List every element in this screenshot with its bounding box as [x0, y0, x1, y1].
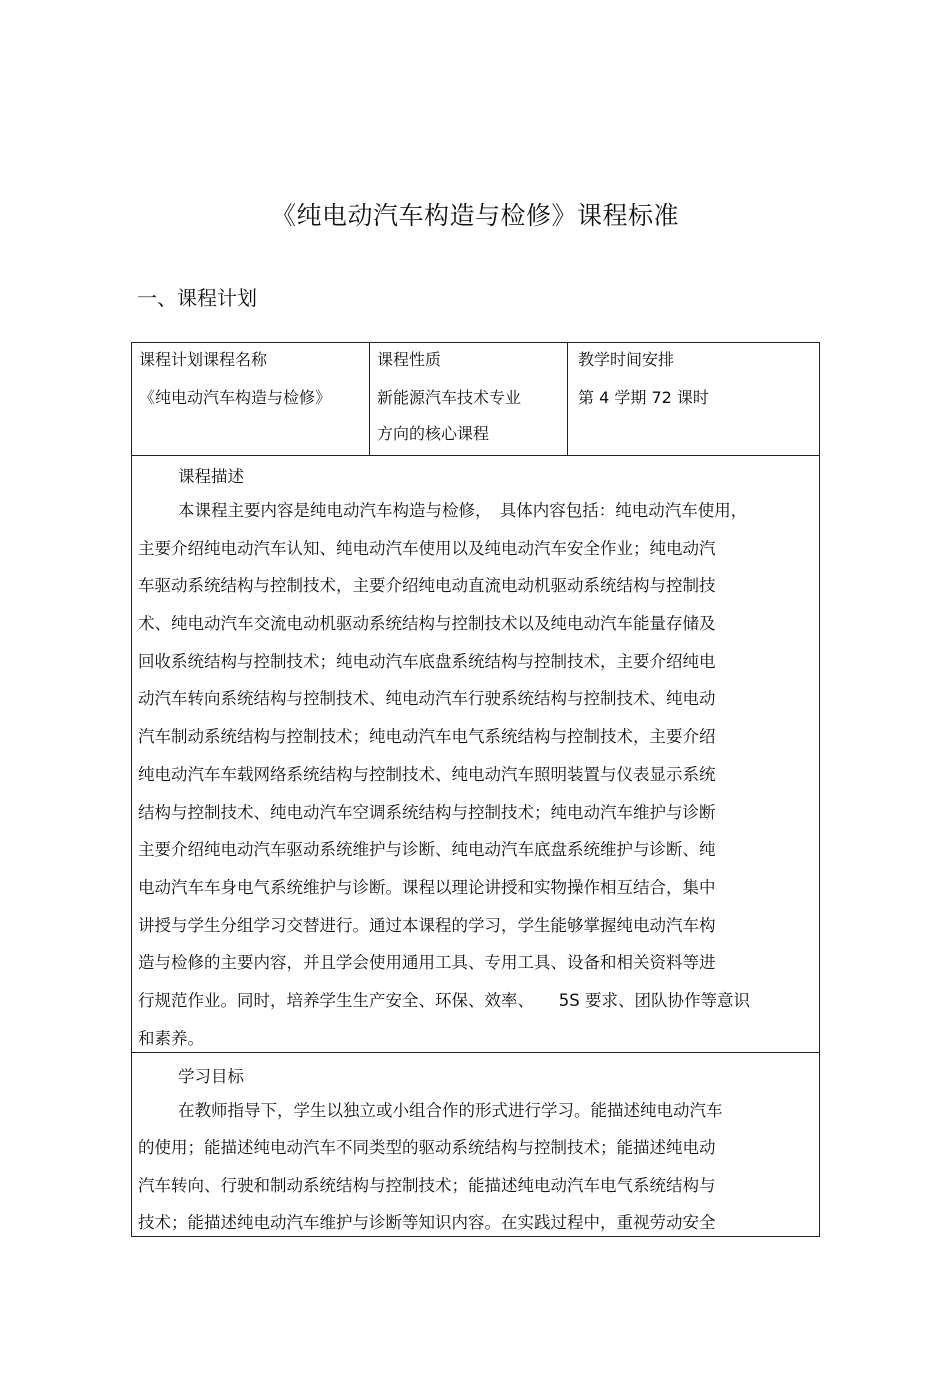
- table-col-divider: [567, 342, 568, 456]
- paragraph-line: 在教师指导下，学生以独立或小组合作的形式进行学习。能描述纯电动汽车: [178, 1101, 723, 1120]
- section-heading: 一、课程计划: [137, 286, 257, 310]
- course-name-header: 课程计划课程名称: [139, 350, 268, 369]
- paragraph-line: 汽车制动系统结构与控制技术；纯电动汽车电气系统结构与控制技术，主要介绍: [138, 727, 716, 747]
- paragraph-line: 电动汽车车身电气系统维护与诊断。课程以理论讲授和实物操作相互结合，集中: [138, 877, 716, 897]
- description-heading: 课程描述: [178, 467, 244, 486]
- paragraph-line: 汽车转向、行驶和制动系统结构与控制技术；能描述纯电动汽车电气系统结构与: [138, 1175, 716, 1195]
- paragraph-line: 纯电动汽车车载网络系统结构与控制技术、纯电动汽车照明装置与仪表显示系统: [138, 764, 716, 784]
- course-nature-value-line: 方向的核心课程: [377, 424, 490, 443]
- paragraph-line: 主要介绍纯电动汽车认知、纯电动汽车使用以及纯电动汽车安全作业；纯电动汽: [138, 538, 716, 558]
- paragraph-line: 主要介绍纯电动汽车驱动系统维护与诊断、纯电动汽车底盘系统维护与诊断、纯: [138, 840, 716, 860]
- paragraph-line: 和素养。: [138, 1028, 204, 1048]
- paragraph-line: 造与检修的主要内容，并且学会使用通用工具、专用工具、设备和相关资料等进: [138, 953, 716, 973]
- table-row-divider: [131, 455, 820, 456]
- table-col-divider: [369, 342, 370, 456]
- paragraph-line: 术、纯电动汽车交流电动机驱动系统结构与控制技术以及纯电动汽车能量存储及: [138, 614, 716, 634]
- course-name-value: 《纯电动汽车构造与检修》: [139, 388, 332, 407]
- objectives-body: [138, 1092, 808, 1241]
- paragraph-line: 的使用；能描述纯电动汽车不同类型的驱动系统结构与控制技术；能描述纯电动: [138, 1138, 716, 1158]
- course-nature-value-line: 新能源汽车技术专业: [377, 388, 522, 407]
- course-nature-header: 课程性质: [377, 350, 442, 369]
- paragraph-line: 动汽车转向系统结构与控制技术、纯电动汽车行驶系统结构与控制技术、纯电动: [138, 689, 716, 709]
- document-title: 《纯电动汽车构造与检修》课程标准: [270, 201, 679, 230]
- schedule-header: 教学时间安排: [578, 350, 675, 369]
- paragraph-line: 技术；能描述纯电动汽车维护与诊断等知识内容。在实践过程中，重视劳动安全: [138, 1212, 716, 1232]
- paragraph-line: 本课程主要内容是纯电动汽车构造与检修， 具体内容包括：纯电动汽车使用，: [178, 501, 748, 520]
- objectives-heading: 学习目标: [178, 1067, 244, 1086]
- description-body: [138, 492, 808, 1057]
- paragraph-line: 回收系统结构与控制技术；纯电动汽车底盘系统结构与控制技术，主要介绍纯电: [138, 651, 716, 671]
- paragraph-line: 结构与控制技术、纯电动汽车空调系统结构与控制技术；纯电动汽车维护与诊断: [138, 802, 716, 822]
- paragraph-line: 车驱动系统结构与控制技术，主要介绍纯电动直流电动机驱动系统结构与控制技: [138, 576, 716, 596]
- paragraph-line: 行规范作业。同时，培养学生生产安全、环保、效率、 5S 要求、团队协作等意识: [138, 990, 750, 1010]
- schedule-value: 第 4 学期 72 课时: [578, 388, 709, 407]
- paragraph-line: 讲授与学生分组学习交替进行。通过本课程的学习，学生能够掌握纯电动汽车构: [138, 915, 716, 935]
